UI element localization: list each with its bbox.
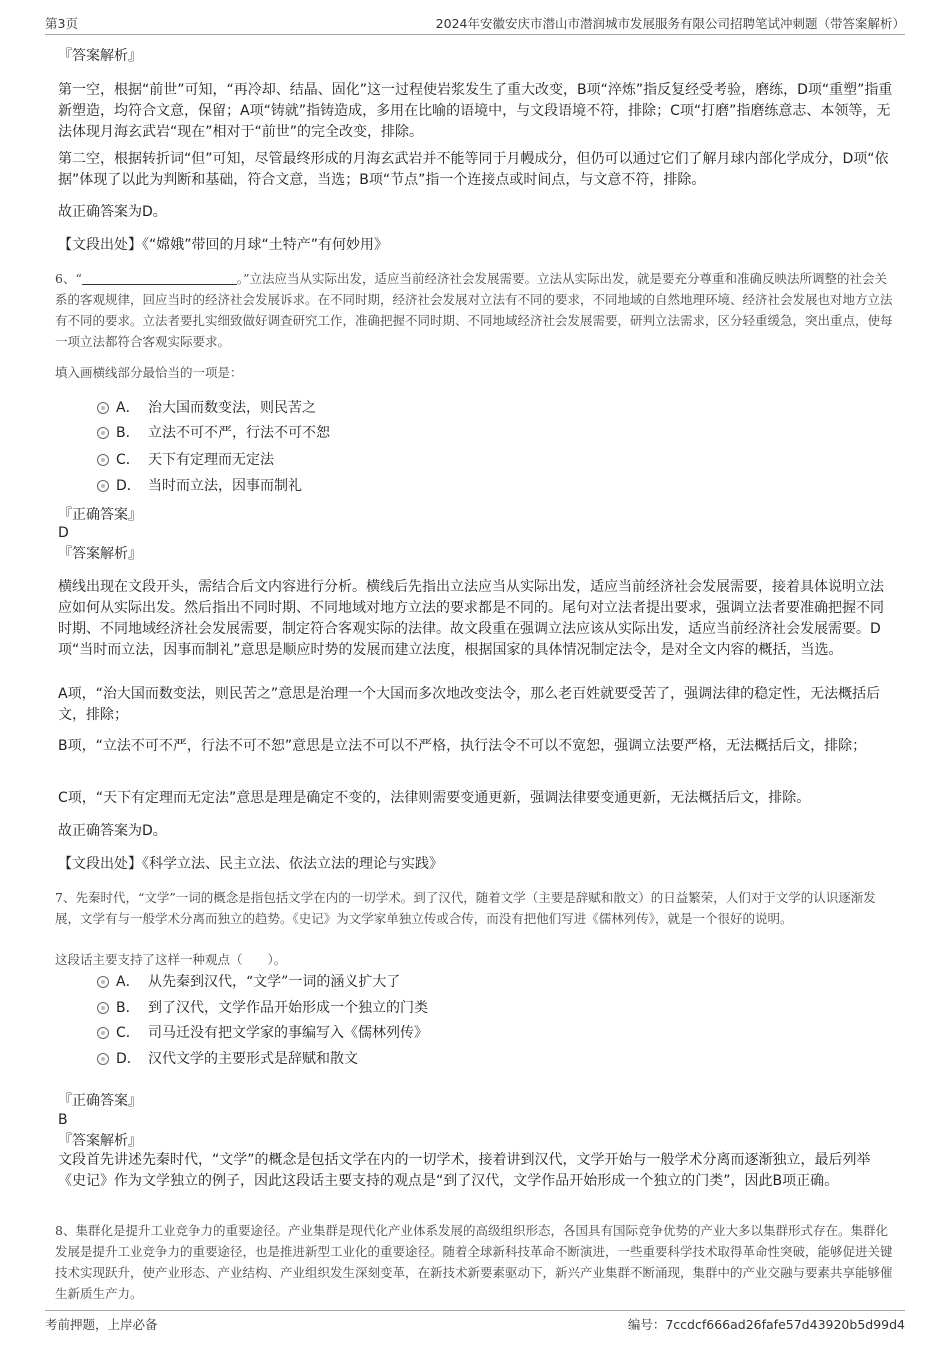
q7-instruction: 这段话主要支持了这样一种观点（ ）。 — [55, 952, 287, 967]
q7-answer-title: 『正确答案』 — [58, 1093, 142, 1109]
q8-stem: 8、集群化是提升工业竞争力的重要途径。产业集群是现代化产业体系发展的高级组织形态，各国具有国际竞争优势的产业大多以集群形式存在。集群化发展是提升工业竞争力的重要途径，也是推进新型工业化的重要途径。随着全球新科技革命不断演进，一些重要科学技术取得革命性突破，能够促进关键技术实现跃升，使产业形态、产业结构、产业组织发生深刻变革，在新技术新要素驱动下，新兴产业集群不断涌现，集群中的产业交融与要素共享能够催生新质生产力。 — [55, 1223, 893, 1301]
q6-answer-title: 『正确答案』 — [58, 507, 142, 523]
page-number: 第3页 — [45, 16, 78, 31]
page-footer — [45, 1310, 905, 1333]
q6-analysis-pa: A项，“治大国而数变法，则民苦之”意思是治理一个大国而多次地改变法令，那么老百姓就要受苦了，强调法律的稳定性，无法概括后文，排除； — [58, 686, 881, 723]
q6-instruction: 填入画横线部分最恰当的一项是： — [55, 365, 243, 380]
radio-icon[interactable] — [97, 427, 109, 439]
q7-option-a[interactable]: A． 从先秦到汉代，“文学”一词的涵义扩大了 — [97, 971, 400, 993]
q7-stem: 7、先秦时代，“文学”一词的概念是指包括文学在内的一切学术。到了汉代，随着文学（主要是辞赋和散文）的日益繁荣，人们对于文学的认识逐渐发展，文学有与一般学术分离而独立的趋势。《史记》为文学家单独立传或合传，而没有把他们写进《儒林列传》，就是一个很好的说明。 — [55, 890, 876, 926]
radio-icon[interactable] — [97, 1002, 109, 1014]
radio-icon[interactable] — [97, 1027, 109, 1039]
q7-option-c[interactable]: C． 司马迁没有把文学家的事编写入《儒林列传》 — [97, 1022, 428, 1044]
radio-icon[interactable] — [97, 480, 109, 492]
q6-number: 6、“ — [55, 271, 82, 286]
q6-analysis-p1: 横线出现在文段开头，需结合后文内容进行分析。横线后先指出立法应当从实际出发，适应当前经济社会发展需要，接着具体说明立法应如何从实际出发。然后指出不同时期、不同地域对地方立法的要求都是不同的。尾句对立法者提出要求，强调立法者要准确把握不同时期、不同地域经济社会发展需要，制定符合客观实际的法律。故文段重在强调立法应该从实际出发，适应当前经济社会发展需要。D项“当时而立法，因事而制礼”意思是顺应时势的发展而建立法度，根据国家的具体情况制定法令，是对全文内容的概括，当选。 — [58, 579, 884, 658]
q6-option-b[interactable]: B． 立法不可不严，行法不可不恕 — [97, 422, 330, 444]
q6-stem — [55, 268, 897, 352]
q6-conclusion: 故正确答案为D。 — [58, 823, 167, 839]
radio-icon[interactable] — [97, 1053, 109, 1065]
q6-stem-text: 。”立法应当从实际出发，适应当前经济社会发展需要。立法从实际出发，就是要充分尊重和准确反映法所调整的社会关系的客观规律，回应当时的经济社会发展诉求。在不同时期，经济社会发展对立法有不同的要求，不同地域的自然地理环境、经济社会发展也对地方立法有不同的要求。立法者要扎实细致做好调查研究工作，准确把握不同时期、不同地域经济社会发展需要，研判立法需求，区分轻重缓急，突出重点，使每一项立法都符合客观实际要求。 — [55, 271, 893, 349]
radio-icon[interactable] — [97, 402, 109, 414]
q6-option-d[interactable]: D． 当时而立法，因事而制礼 — [97, 475, 302, 497]
q6-blank-line — [82, 270, 237, 285]
q7-option-d[interactable]: D． 汉代文学的主要形式是辞赋和散文 — [97, 1048, 358, 1070]
q7-analysis-title: 『答案解析』 — [58, 1133, 142, 1149]
radio-icon[interactable] — [97, 976, 109, 988]
q5-analysis-title: 『答案解析』 — [58, 48, 142, 64]
q6-option-c[interactable]: C． 天下有定理而无定法 — [97, 449, 274, 471]
document-title: 2024年安徽安庆市潜山市潜润城市发展服务有限公司招聘笔试冲刺题（带答案解析） — [435, 16, 905, 31]
q6-option-a[interactable]: A． 治大国而数变法，则民苦之 — [97, 397, 316, 419]
q6-analysis-title: 『答案解析』 — [58, 546, 142, 562]
q7-option-b[interactable]: B． 到了汉代，文学作品开始形成一个独立的门类 — [97, 997, 428, 1019]
q5-analysis-p1: 第一空，根据“前世”可知，“再冷却、结晶、固化”这一过程使岩浆发生了重大改变，B项“淬炼”指反复经受考验，磨练，D项“重塑”指重新塑造，均符合文意，保留；A项“铸就”指铸造成，多用在比喻的语境中，与文段语境不符，排除；C项“打磨”指磨练意志、本领等，无法体现月海玄武岩“现在”相对于“前世”的完全改变，排除。 — [58, 82, 893, 140]
q6-analysis-pc: C项，“天下有定理而无定法”意思是理是确定不变的，法律则需要变通更新，强调法律要变通更新，无法概括后文，排除。 — [58, 790, 811, 806]
page-header — [45, 12, 905, 35]
footer-slogan: 考前押题，上岸必备 — [45, 1317, 158, 1332]
q5-analysis-p2: 第二空，根据转折词“但”可知，尽管最终形成的月海玄武岩并不能等同于月幔成分，但仍可以通过它们了解月球内部化学成分，D项“依据”体现了以此为判断和基础，符合文意，当选；B项“节点”指一个连接点或时间点，与文意不符，排除。 — [58, 151, 889, 188]
q6-source: 【文段出处】《科学立法、民主立法、依法立法的理论与实践》 — [58, 856, 443, 872]
q5-conclusion: 故正确答案为D。 — [58, 204, 167, 220]
q7-analysis: 文段首先讲述先秦时代，“文学”的概念是包括文学在内的一切学术，接着讲到汉代，文学开始与一般学术分离而逐渐独立，最后列举《史记》作为文学独立的例子，因此这段话主要支持的观点是“到了汉代，文学作品开始形成一个独立的门类”，因此B项正确。 — [58, 1152, 871, 1189]
radio-icon[interactable] — [97, 454, 109, 466]
q6-analysis-pb: B项，“立法不可不严，行法不可不恕”意思是立法不可以不严格，执行法令不可以不宽恕，强调立法要严格，无法概括后文，排除； — [58, 738, 867, 754]
q5-source: 【文段出处】《“嫦娥”带回的月球“土特产”有何妙用》 — [58, 237, 389, 253]
q7-answer: B — [58, 1112, 68, 1128]
footer-serial: 编号：7ccdcf666ad26fafe57d43920b5d99d4 — [627, 1317, 905, 1332]
q6-answer: D — [58, 525, 69, 541]
